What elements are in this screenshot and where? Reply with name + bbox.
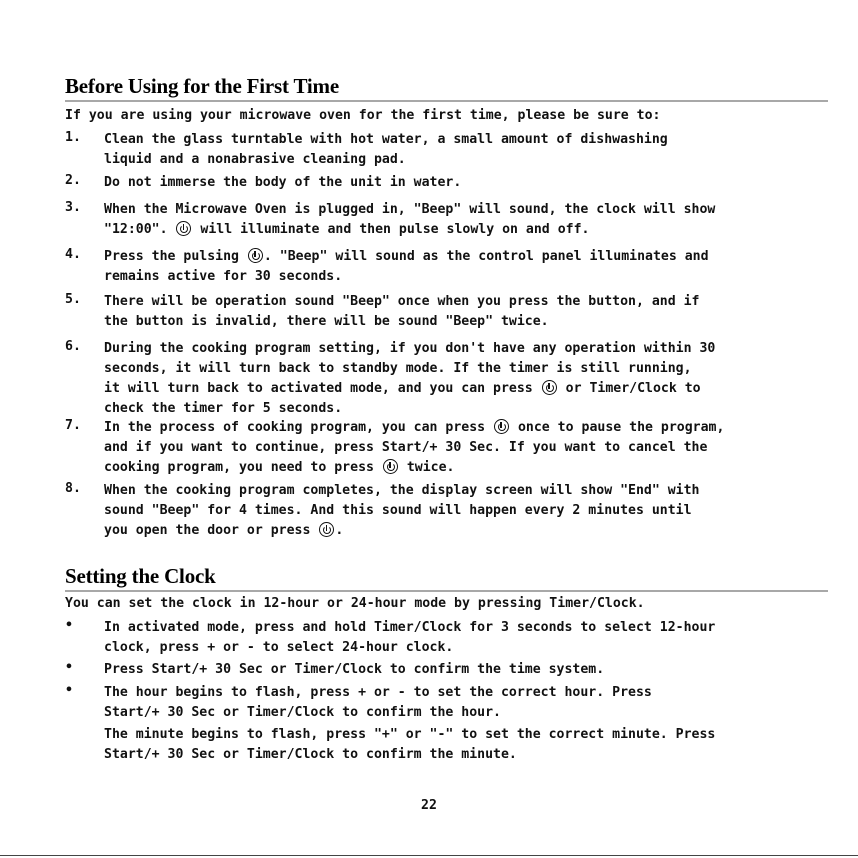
text-segment: Start/+ 30 Sec or Timer/Clock to confirm the hour. — [104, 705, 501, 720]
text-segment: In activated mode, press and hold Timer/Clock for 3 seconds to select 12-hour — [104, 620, 716, 635]
text-segment: check the timer for 5 seconds. — [104, 401, 343, 416]
list-item-text — [104, 247, 834, 287]
power-icon — [248, 248, 263, 263]
bullet-marker: • — [65, 683, 73, 698]
text-line — [104, 312, 834, 332]
text-segment: During the cooking program setting, if you don't have any operation within 30 — [104, 341, 716, 356]
step-number: 1. — [65, 130, 81, 145]
text-line — [104, 379, 834, 399]
bullet-marker: • — [65, 660, 73, 675]
text-segment: once to pause the program, — [510, 420, 725, 435]
step-number: 7. — [65, 418, 81, 433]
text-segment: "12:00". — [104, 222, 176, 237]
section-title-first-time: Before Using for the First Time — [65, 74, 339, 98]
text-segment: it will turn back to activated mode, and you can press — [104, 381, 541, 396]
text-line — [104, 292, 834, 312]
text-segment: When the cooking program completes, the display screen will show "End" with — [104, 483, 700, 498]
list-item-text — [104, 481, 834, 541]
text-segment: you open the door or press — [104, 523, 319, 538]
text-line — [104, 247, 834, 267]
power-icon — [542, 380, 557, 395]
text-line — [104, 660, 834, 680]
list-item-text — [104, 660, 834, 680]
list-item-text — [104, 618, 834, 658]
text-segment: will illuminate and then pulse slowly on and off. — [192, 222, 590, 237]
power-icon — [383, 459, 398, 474]
list-item-text — [104, 418, 834, 478]
page-number: 22 — [421, 798, 437, 813]
step-number: 5. — [65, 292, 81, 307]
text-segment: Clean the glass turntable with hot water, a small amount of dishwashing — [104, 132, 668, 147]
text-line — [104, 359, 834, 379]
text-line — [104, 458, 834, 478]
section-title-setting-clock: Setting the Clock — [65, 564, 216, 588]
list-item-text — [104, 683, 834, 723]
text-segment: There will be operation sound "Beep" once when you press the button, and if — [104, 294, 700, 309]
bullet-marker: • — [65, 618, 73, 633]
section-intro: You can set the clock in 12-hour or 24-hour mode by pressing Timer/Clock. — [65, 596, 645, 611]
text-segment: sound "Beep" for 4 times. And this sound will happen every 2 minutes until — [104, 503, 692, 518]
text-line — [104, 683, 834, 703]
text-segment: remains active for 30 seconds. — [104, 269, 343, 284]
section-intro: If you are using your microwave oven for the first time, please be sure to: — [65, 108, 661, 123]
text-line — [104, 267, 834, 287]
text-line — [104, 703, 834, 723]
text-line — [104, 399, 834, 419]
list-item-text — [104, 725, 834, 765]
text-line — [104, 150, 834, 170]
section-divider — [65, 590, 828, 592]
text-segment: In the process of cooking program, you can press — [104, 420, 494, 435]
step-number: 3. — [65, 200, 81, 215]
text-segment: Do not immerse the body of the unit in water. — [104, 175, 462, 190]
text-segment: clock, press + or - to select 24-hour clock. — [104, 640, 454, 655]
text-segment: The minute begins to flash, press "+" or "-" to set the correct minute. Press — [104, 727, 716, 742]
text-line — [104, 130, 834, 150]
text-line — [104, 481, 834, 501]
list-item-text — [104, 130, 834, 170]
text-segment: seconds, it will turn back to standby mode. If the timer is still running, — [104, 361, 692, 376]
text-line — [104, 501, 834, 521]
text-line — [104, 200, 834, 220]
list-item-text — [104, 200, 834, 240]
step-number: 8. — [65, 481, 81, 496]
power-icon — [176, 221, 191, 236]
section-divider — [65, 100, 828, 102]
text-line — [104, 618, 834, 638]
text-segment: twice. — [398, 460, 455, 475]
text-line — [104, 438, 834, 458]
text-line — [104, 745, 834, 765]
list-item-text — [104, 292, 834, 332]
text-segment: Press Start/+ 30 Sec or Timer/Clock to confirm the time system. — [104, 662, 605, 677]
step-number: 4. — [65, 247, 81, 262]
text-segment: and if you want to continue, press Start/+ 30 Sec. If you want to cancel the — [104, 440, 708, 455]
text-segment: Press the pulsing — [104, 249, 247, 264]
text-segment: liquid and a nonabrasive cleaning pad. — [104, 152, 406, 167]
step-number: 2. — [65, 173, 81, 188]
text-line — [104, 418, 834, 438]
text-segment: When the Microwave Oven is plugged in, "Beep" will sound, the clock will show — [104, 202, 716, 217]
text-line — [104, 725, 834, 745]
list-item-text — [104, 173, 834, 193]
text-segment: the button is invalid, there will be sound "Beep" twice. — [104, 314, 549, 329]
text-segment: . — [335, 523, 344, 538]
text-segment: or Timer/Clock to — [557, 381, 701, 396]
page-bottom-border — [0, 855, 858, 856]
text-segment: The hour begins to flash, press + or - to set the correct hour. Press — [104, 685, 652, 700]
text-segment: Start/+ 30 Sec or Timer/Clock to confirm the minute. — [104, 747, 517, 762]
power-icon — [319, 522, 334, 537]
text-line — [104, 173, 834, 193]
text-line — [104, 521, 834, 541]
step-number: 6. — [65, 339, 81, 354]
power-icon — [494, 419, 509, 434]
text-line — [104, 638, 834, 658]
text-line — [104, 220, 834, 240]
list-item-text — [104, 339, 834, 419]
text-line — [104, 339, 834, 359]
text-segment: cooking program, you need to press — [104, 460, 382, 475]
text-segment: . "Beep" will sound as the control panel illuminates and — [263, 249, 709, 264]
